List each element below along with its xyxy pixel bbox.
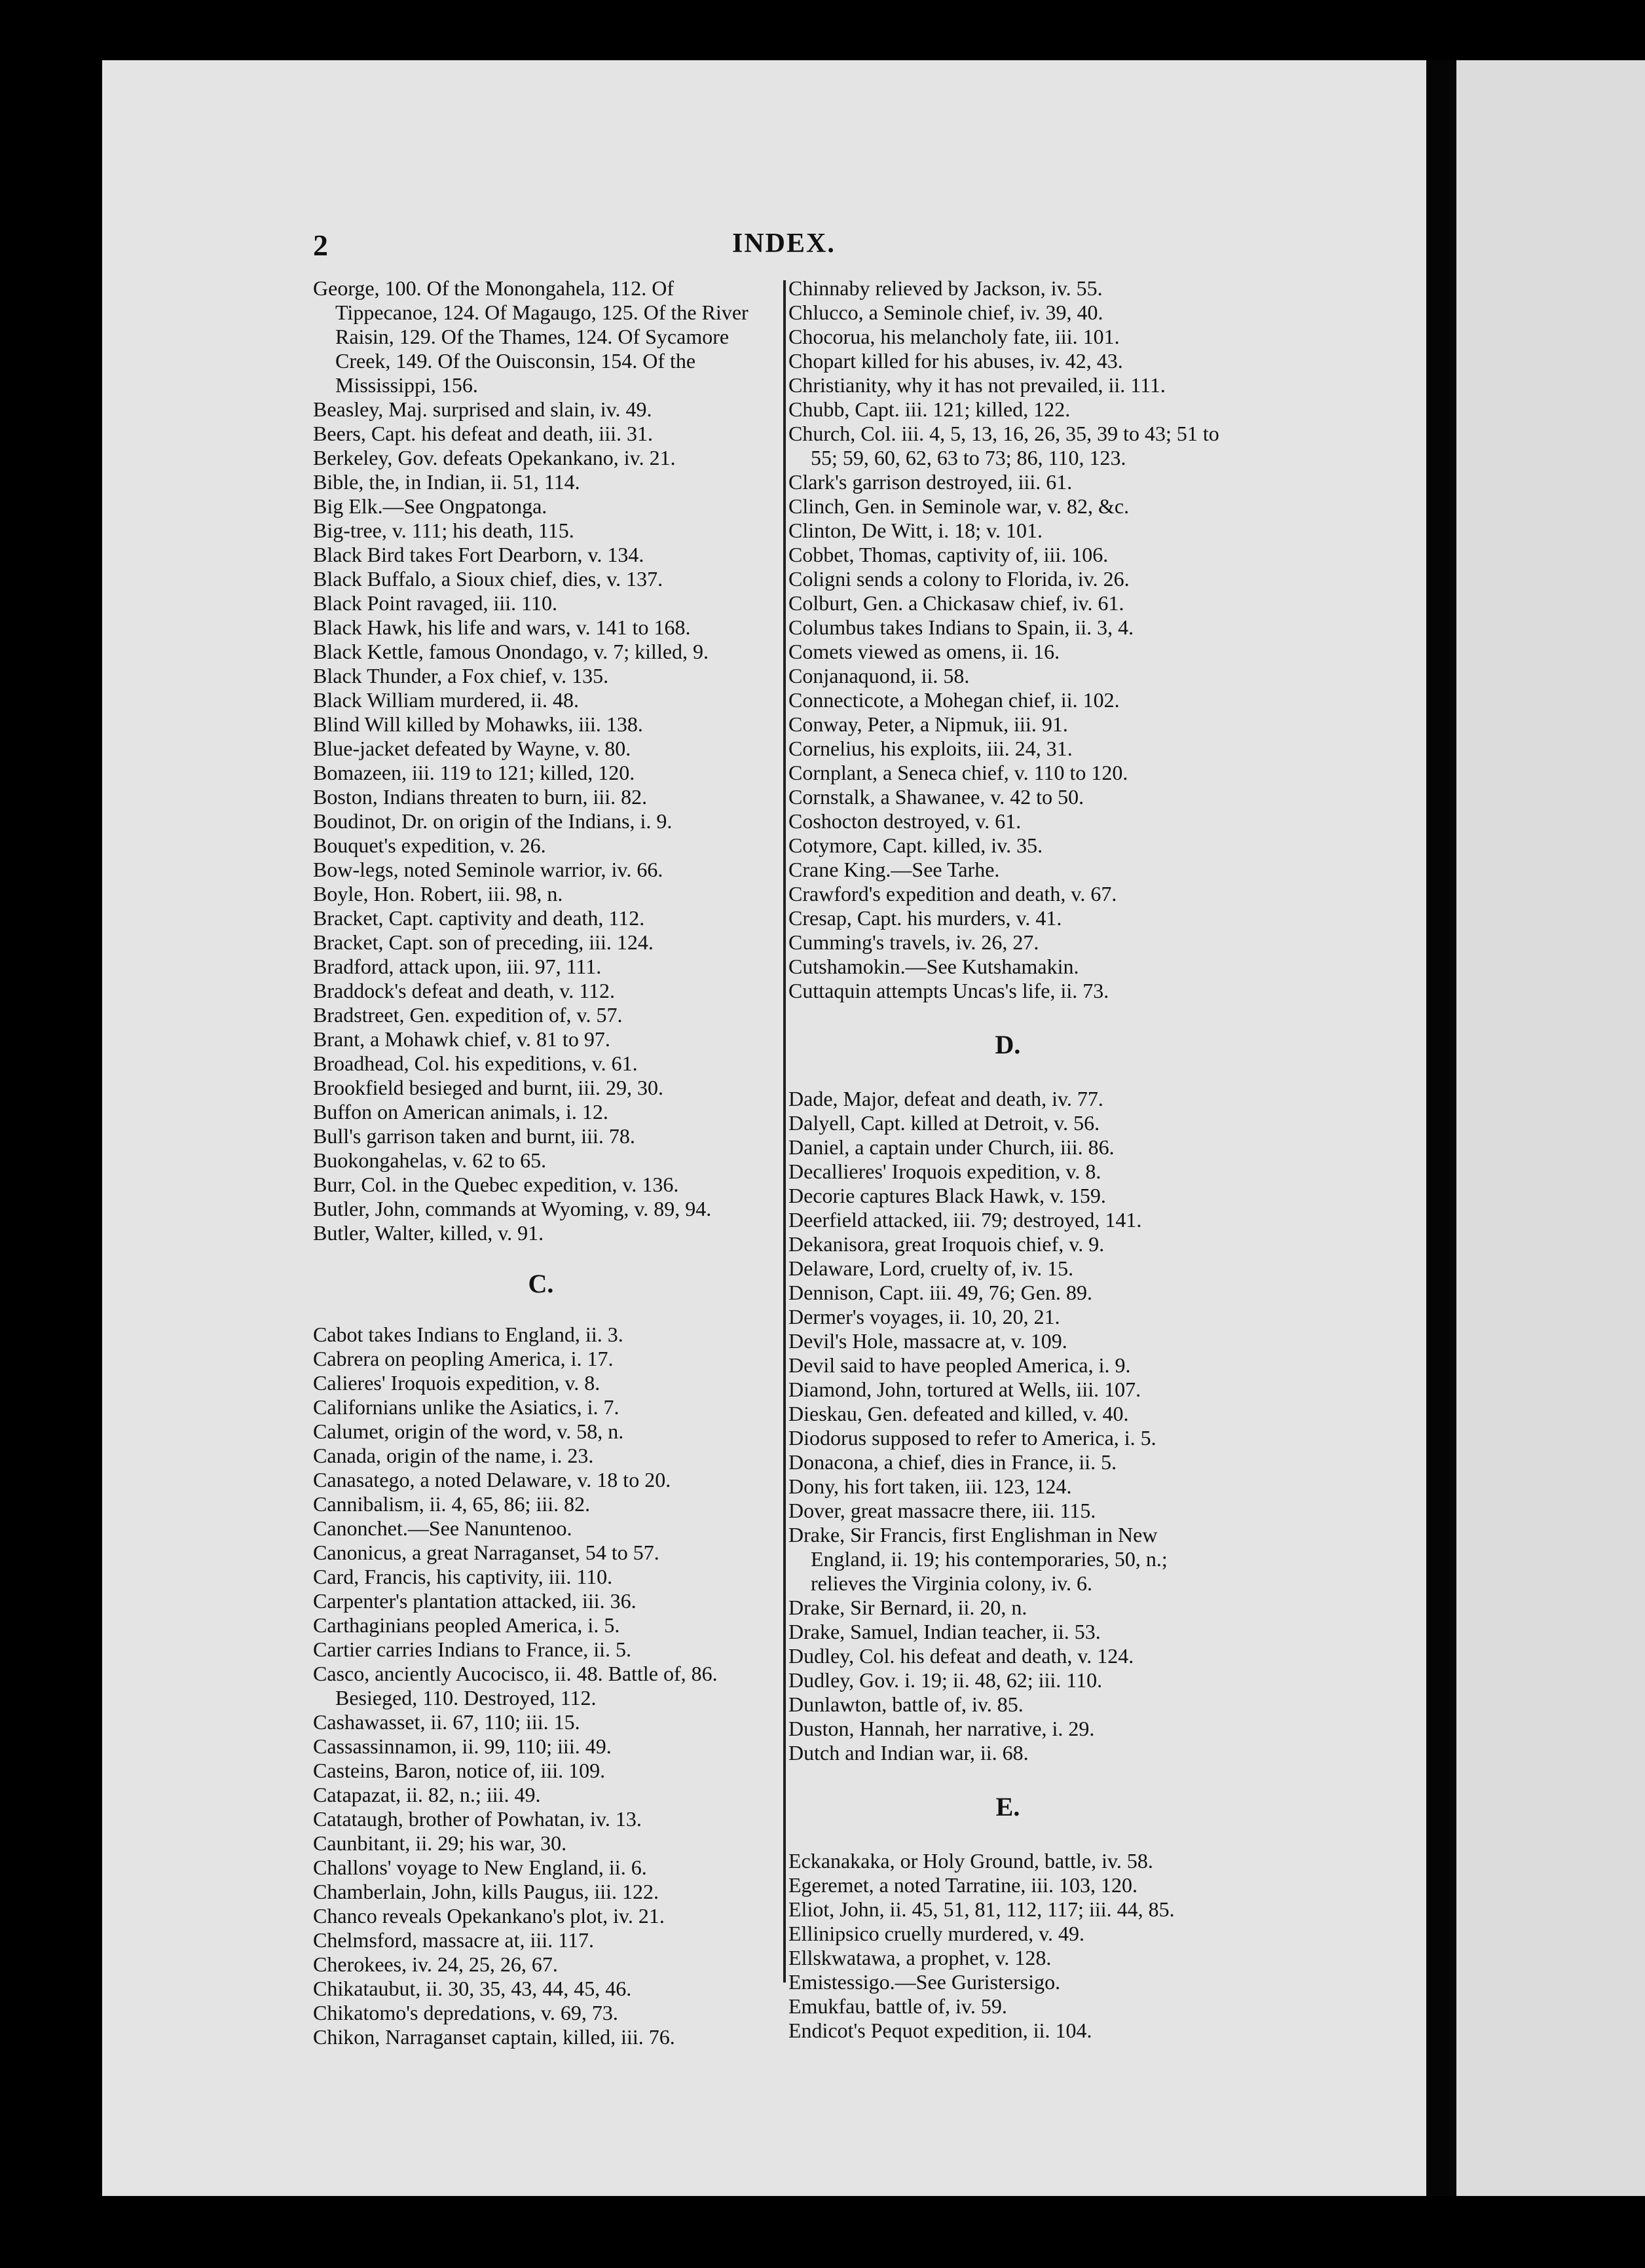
index-entry: Canonchet.—See Nanuntenoo. (313, 1516, 572, 1540)
index-entry: Devil's Hole, massacre at, v. 109. (788, 1329, 1067, 1353)
index-entry: Crane King.—See Tarhe. (788, 858, 1000, 881)
index-entry: Comets viewed as omens, ii. 16. (788, 640, 1060, 663)
index-section-c (313, 1323, 769, 2049)
index-entry: Colburt, Gen. a Chickasaw chief, iv. 61. (788, 591, 1124, 615)
index-entry: Blind Will killed by Mohawks, iii. 138. (313, 712, 643, 736)
index-entry: Ellinipsico cruelly murdered, v. 49. (788, 1922, 1085, 1945)
index-entry: Cherokees, iv. 24, 25, 26, 67. (313, 1952, 558, 1976)
index-entry: Chopart killed for his abuses, iv. 42, 43. (788, 349, 1123, 373)
index-entry: Chocorua, his melancholy fate, iii. 101. (788, 325, 1120, 348)
index-entry: Carpenter's plantation attacked, iii. 36. (313, 1589, 637, 1613)
index-entry: Devil said to have peopled America, i. 9. (788, 1353, 1131, 1377)
index-entry: Clinton, De Witt, i. 18; v. 101. (788, 519, 1043, 542)
index-entry: Catapazat, ii. 82, n.; iii. 49. (313, 1783, 541, 1806)
index-entry: Bouquet's expedition, v. 26. (313, 833, 546, 857)
index-entry: Church, Col. iii. 4, 5, 13, 16, 26, 35, 39 to 43; 51 to 55; 59, 60, 62, 63 to 73; 86, 110, 123. (788, 422, 1219, 469)
section-letter-c: C. (528, 1269, 554, 1298)
index-entry: Carthaginians peopled America, i. 5. (313, 1613, 620, 1637)
index-entry: Cartier carries Indians to France, ii. 5. (313, 1637, 632, 1661)
index-entry: Brant, a Mohawk chief, v. 81 to 97. (313, 1027, 610, 1051)
index-entry: Chikataubut, ii. 30, 35, 43, 44, 45, 46. (313, 1977, 632, 2000)
index-entry: Chanco reveals Opekankano's plot, iv. 21. (313, 1904, 665, 1928)
index-entry: Cornplant, a Seneca chief, v. 110 to 120. (788, 761, 1128, 784)
index-section-b (313, 276, 769, 1245)
index-entry: Braddock's defeat and death, v. 112. (313, 979, 616, 1002)
index-entry: Black Thunder, a Fox chief, v. 135. (313, 664, 609, 687)
index-entry: Challons' voyage to New England, ii. 6. (313, 1856, 647, 1879)
index-entry: Donacona, a chief, dies in France, ii. 5. (788, 1450, 1117, 1474)
index-entry: Canada, origin of the name, i. 23. (313, 1444, 594, 1467)
index-entry: Endicot's Pequot expedition, ii. 104. (788, 2019, 1092, 2042)
index-entry: Connecticote, a Mohegan chief, ii. 102. (788, 688, 1120, 712)
index-entry: Daniel, a captain under Church, iii. 86. (788, 1135, 1115, 1159)
index-entry: Card, Francis, his captivity, iii. 110. (313, 1565, 613, 1588)
index-entry: Black Buffalo, a Sioux chief, dies, v. 137. (313, 567, 663, 591)
page-header (313, 228, 1426, 267)
index-entry: Delaware, Lord, cruelty of, iv. 15. (788, 1256, 1074, 1280)
left-column (313, 276, 769, 2049)
index-entry: Calumet, origin of the word, v. 58, n. (313, 1419, 624, 1443)
index-entry: Chelmsford, massacre at, iii. 117. (313, 1928, 594, 1952)
index-entry: Chlucco, a Seminole chief, iv. 39, 40. (788, 301, 1103, 324)
index-entry: Bracket, Capt. captivity and death, 112. (313, 906, 645, 930)
index-entry: Cotymore, Capt. killed, iv. 35. (788, 833, 1043, 857)
index-entry: Decallieres' Iroquois expedition, v. 8. (788, 1160, 1101, 1183)
index-entry: Coligni sends a colony to Florida, iv. 26. (788, 567, 1130, 591)
index-entry: Emistessigo.—See Guristersigo. (788, 1970, 1061, 1994)
index-entry: Cutshamokin.—See Kutshamakin. (788, 955, 1079, 978)
index-section-d (788, 1087, 1227, 1765)
index-entry: Casteins, Baron, notice of, iii. 109. (313, 1759, 606, 1782)
index-entry: Dutch and Indian war, ii. 68. (788, 1741, 1029, 1765)
index-entry: Chikon, Narraganset captain, killed, iii. 76. (313, 2025, 675, 2049)
index-entry: Dennison, Capt. iii. 49, 76; Gen. 89. (788, 1281, 1092, 1304)
index-entry: Bow-legs, noted Seminole warrior, iv. 66. (313, 858, 663, 881)
index-entry: George, 100. Of the Monongahela, 112. Of Tippecanoe, 124. Of Magaugo, 125. Of the River Raisin, 129. Of the Thames, 124. Of Sycamore Creek, 149. Of the Ouisconsin, 154. Of the Mississippi, 156. (313, 276, 749, 397)
index-entry: Eckanakaka, or Holy Ground, battle, iv. 58. (788, 1849, 1153, 1873)
index-entry: Beasley, Maj. surprised and slain, iv. 49. (313, 397, 652, 421)
index-entry: Chinnaby relieved by Jackson, iv. 55. (788, 276, 1103, 300)
index-entry: Casco, anciently Aucocisco, ii. 48. Battle of, 86. Besieged, 110. Destroyed, 112. (313, 1662, 718, 1710)
index-entry: Cumming's travels, iv. 26, 27. (788, 930, 1039, 954)
index-entry: Clinch, Gen. in Seminole war, v. 82, &c. (788, 494, 1130, 518)
index-entry: Boston, Indians threaten to burn, iii. 82. (313, 785, 648, 809)
index-entry: Drake, Sir Bernard, ii. 20, n. (788, 1596, 1027, 1619)
index-entry: Butler, John, commands at Wyoming, v. 89, 94. (313, 1197, 712, 1220)
index-entry: Clark's garrison destroyed, iii. 61. (788, 470, 1073, 494)
index-entry: Chubb, Capt. iii. 121; killed, 122. (788, 397, 1071, 421)
index-entry: Blue-jacket defeated by Wayne, v. 80. (313, 737, 631, 760)
index-entry: Bomazeen, iii. 119 to 121; killed, 120. (313, 761, 635, 784)
index-entry: Cobbet, Thomas, captivity of, iii. 106. (788, 543, 1109, 566)
index-entry: Diamond, John, tortured at Wells, iii. 107. (788, 1378, 1141, 1401)
index-section-e (788, 1849, 1227, 2043)
index-entry: Cabot takes Indians to England, ii. 3. (313, 1323, 623, 1346)
index-entry: Christianity, why it has not prevailed, ii. 111. (788, 373, 1166, 397)
index-entry: Boudinot, Dr. on origin of the Indians, i. 9. (313, 809, 673, 833)
index-entry: Brookfield besieged and burnt, iii. 29, 30. (313, 1076, 664, 1099)
index-entry: Dony, his fort taken, iii. 123, 124. (788, 1474, 1072, 1498)
index-entry: Drake, Samuel, Indian teacher, ii. 53. (788, 1620, 1101, 1643)
index-entry: Crawford's expedition and death, v. 67. (788, 882, 1117, 905)
page-gutter (1426, 60, 1456, 2196)
index-entry: Decorie captures Black Hawk, v. 159. (788, 1184, 1106, 1207)
index-entry: Big Elk.—See Ongpatonga. (313, 494, 547, 518)
index-entry: Caunbitant, ii. 29; his war, 30. (313, 1831, 567, 1855)
index-entry: Buokongahelas, v. 62 to 65. (313, 1148, 547, 1172)
index-entry: Dudley, Gov. i. 19; ii. 48, 62; iii. 110. (788, 1668, 1103, 1692)
index-entry: Drake, Sir Francis, first Englishman in New England, ii. 19; his contemporaries, 50, n.; relieves the Virginia colony, iv. 6. (788, 1523, 1168, 1595)
index-entry: Dudley, Col. his defeat and death, v. 124. (788, 1644, 1134, 1668)
running-head: INDEX. (732, 229, 836, 259)
index-entry: Chikatomo's depredations, v. 69, 73. (313, 2001, 618, 2024)
index-entry: Dalyell, Capt. killed at Detroit, v. 56. (788, 1111, 1100, 1135)
index-entry: Dermer's voyages, ii. 10, 20, 21. (788, 1305, 1060, 1328)
index-entry: Black Hawk, his life and wars, v. 141 to 168. (313, 615, 691, 639)
index-entry: Cornelius, his exploits, iii. 24, 31. (788, 737, 1073, 760)
index-entry: Columbus takes Indians to Spain, ii. 3, 4. (788, 615, 1134, 639)
index-entry: Cornstalk, a Shawanee, v. 42 to 50. (788, 785, 1084, 809)
right-column (788, 276, 1227, 2043)
index-entry: Californians unlike the Asiatics, i. 7. (313, 1395, 619, 1419)
index-entry: Bradford, attack upon, iii. 97, 111. (313, 955, 602, 978)
page-number: 2 (313, 229, 328, 262)
index-entry: Bradstreet, Gen. expedition of, v. 57. (313, 1003, 623, 1027)
index-entry: Coshocton destroyed, v. 61. (788, 809, 1022, 833)
section-letter-d: D. (995, 1030, 1021, 1059)
index-entry: Big-tree, v. 111; his death, 115. (313, 519, 574, 542)
section-letter-e: E. (995, 1792, 1020, 1821)
index-entry: Cassassinnamon, ii. 99, 110; iii. 49. (313, 1734, 612, 1758)
index-entry: Boyle, Hon. Robert, iii. 98, n. (313, 882, 563, 905)
index-entry: Cannibalism, ii. 4, 65, 86; iii. 82. (313, 1492, 591, 1516)
index-entry: Canasatego, a noted Delaware, v. 18 to 20. (313, 1468, 671, 1491)
index-entry: Cresap, Capt. his murders, v. 41. (788, 906, 1062, 930)
index-entry: Butler, Walter, killed, v. 91. (313, 1221, 544, 1245)
index-entry: Egeremet, a noted Tarratine, iii. 103, 120. (788, 1873, 1137, 1897)
index-entry: Bracket, Capt. son of preceding, iii. 124. (313, 930, 654, 954)
index-entry: Dieskau, Gen. defeated and killed, v. 40. (788, 1402, 1129, 1425)
index-entry: Catataugh, brother of Powhatan, iv. 13. (313, 1807, 642, 1831)
index-entry: Burr, Col. in the Quebec expedition, v. 136. (313, 1173, 679, 1196)
column-rule (783, 280, 786, 1983)
index-entry: Buffon on American animals, i. 12. (313, 1100, 608, 1124)
index-entry: Black Kettle, famous Onondago, v. 7; killed, 9. (313, 640, 709, 663)
facing-page-edge (1456, 60, 1645, 2196)
index-entry: Canonicus, a great Narraganset, 54 to 57. (313, 1541, 659, 1564)
index-section-c-continued (788, 276, 1227, 1003)
index-entry: Berkeley, Gov. defeats Opekankano, iv. 21. (313, 446, 676, 469)
index-entry: Diodorus supposed to refer to America, i. 5. (788, 1426, 1156, 1450)
index-entry: Dade, Major, defeat and death, iv. 77. (788, 1087, 1103, 1110)
index-entry: Emukfau, battle of, iv. 59. (788, 1994, 1007, 2018)
index-entry: Eliot, John, ii. 45, 51, 81, 112, 117; iii. 44, 85. (788, 1897, 1175, 1921)
index-entry: Calieres' Iroquois expedition, v. 8. (313, 1371, 601, 1395)
index-entry: Dekanisora, great Iroquois chief, v. 9. (788, 1232, 1105, 1256)
index-entry: Broadhead, Col. his expeditions, v. 61. (313, 1052, 638, 1075)
index-entry: Bull's garrison taken and burnt, iii. 78. (313, 1124, 635, 1148)
index-entry: Conjanaquond, ii. 58. (788, 664, 970, 687)
index-entry: Black Point ravaged, iii. 110. (313, 591, 557, 615)
index-entry: Chamberlain, John, kills Paugus, iii. 122. (313, 1880, 659, 1903)
index-entry: Ellskwatawa, a prophet, v. 128. (788, 1946, 1052, 1969)
index-entry: Duston, Hannah, her narrative, i. 29. (788, 1717, 1095, 1740)
index-entry: Black William murdered, ii. 48. (313, 688, 580, 712)
index-entry: Beers, Capt. his defeat and death, iii. 31. (313, 422, 653, 445)
index-entry: Cuttaquin attempts Uncas's life, ii. 73. (788, 979, 1109, 1002)
index-entry: Bible, the, in Indian, ii. 51, 114. (313, 470, 580, 494)
index-entry: Conway, Peter, a Nipmuk, iii. 91. (788, 712, 1068, 736)
index-entry: Dover, great massacre there, iii. 115. (788, 1499, 1096, 1522)
index-entry: Black Bird takes Fort Dearborn, v. 134. (313, 543, 644, 566)
index-entry: Cashawasset, ii. 67, 110; iii. 15. (313, 1710, 580, 1734)
index-entry: Deerfield attacked, iii. 79; destroyed, 141. (788, 1208, 1142, 1232)
index-entry: Dunlawton, battle of, iv. 85. (788, 1692, 1024, 1716)
index-entry: Cabrera on peopling America, i. 17. (313, 1347, 614, 1370)
